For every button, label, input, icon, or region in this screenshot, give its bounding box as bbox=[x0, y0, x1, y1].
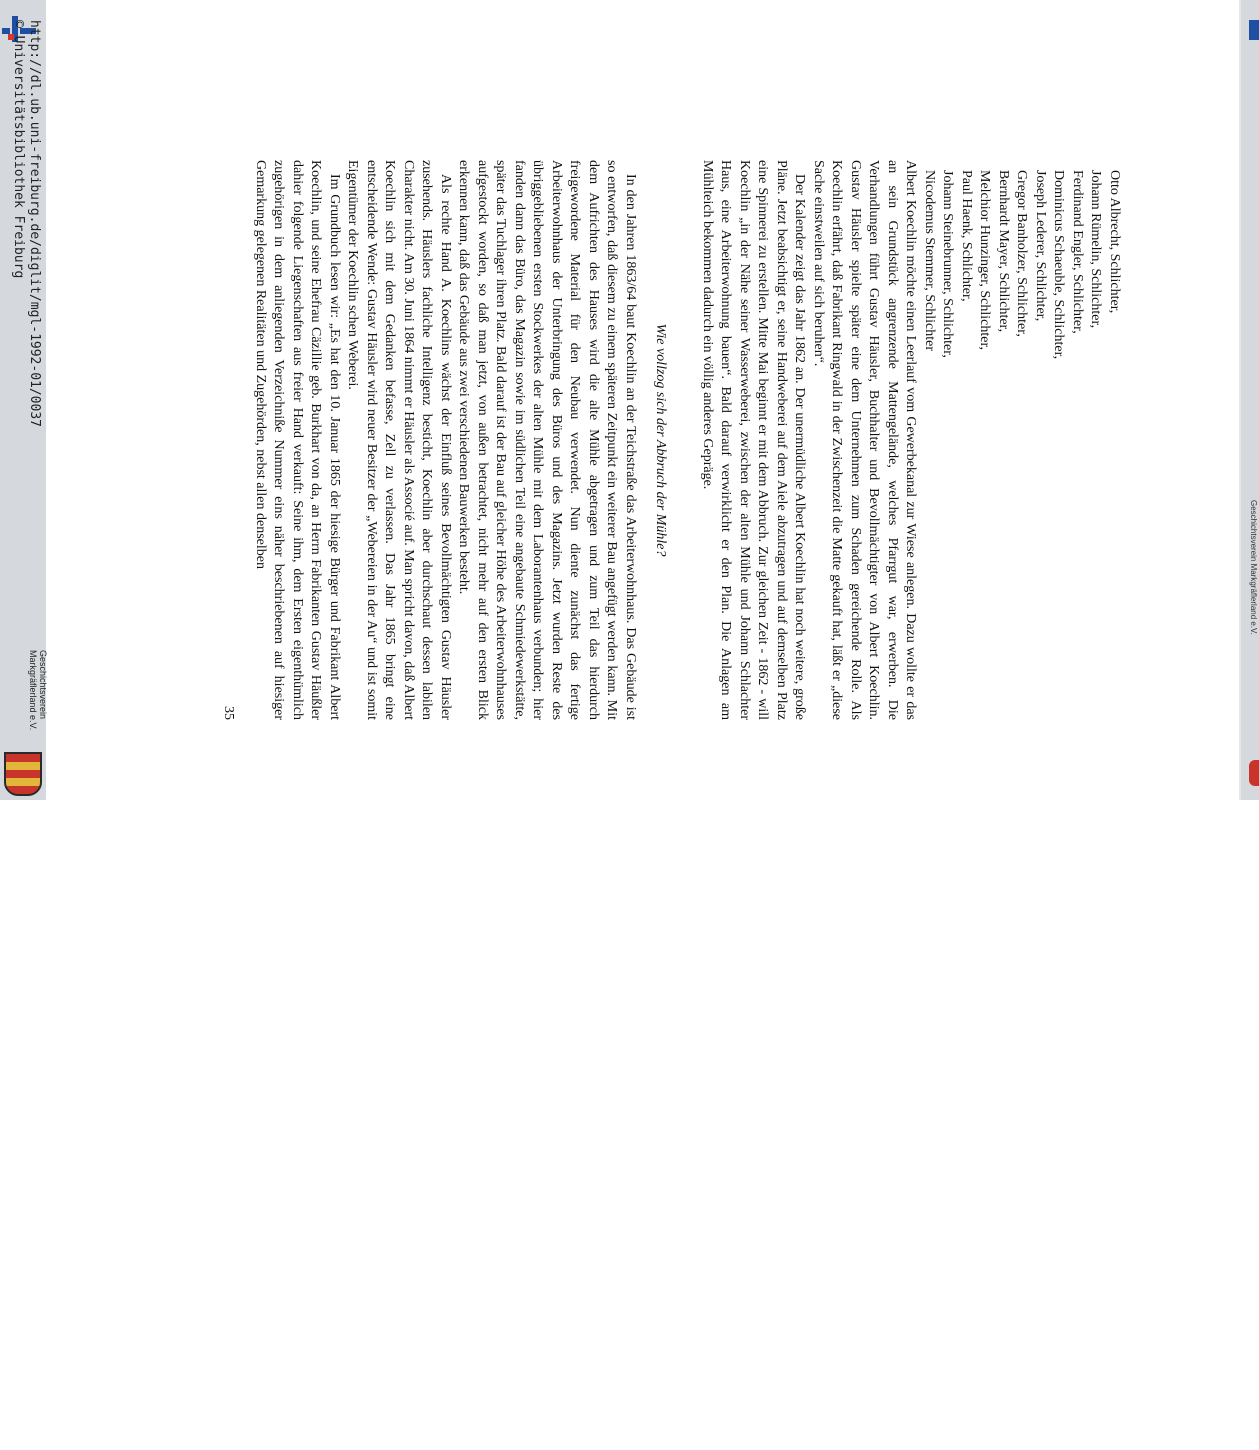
paragraph: Der Kalender zeigt das Jahr 1862 an. Der unermüdliche Albert Koechlin hat noch weitere, große Pläne. Jetzt beabsichtigt er, seine Handweberei auf dem Aiele abzutragen und auf demselben Platz eine Spinnerei zu erstellen. Mitte Mai beginnt er mit dem Abbruch. Zur gleichen Zeit - 1862 - will Koechlin „in der Nähe seiner Wasserweberei, zwischen der alten Mühle und Johann Schlachter Haus, eine Arbeiterwohnung bauen“. Bald darauf verwirklicht er den Plan. Die Anlagen am Mühlteich bekommen dadurch ein völlig anderes Gepräge. bbox=[700, 160, 808, 720]
list-item: Bernhardt Mayer, Schlichter, bbox=[996, 170, 1011, 333]
list-item: Ferdinand Engler, Schlichter, bbox=[1070, 170, 1085, 334]
list-item: Johann Rümelin, Schlichter, bbox=[1088, 170, 1104, 329]
list-item: Joseph Lederer, Schlichter, bbox=[1033, 170, 1048, 322]
publisher-line-1: Geschichtsverein bbox=[38, 650, 48, 720]
list-item: Otto Albrecht, Schlichter, bbox=[1107, 170, 1122, 314]
name-list bbox=[920, 0, 1124, 800]
list-item: Johann Steinebrunner, Schlichter, bbox=[940, 170, 956, 358]
section-heading: Wie vollzog sich der Abbruch der Mühle? bbox=[653, 323, 669, 557]
publisher-caption bbox=[28, 650, 48, 1450]
list-item: Nicodemus Stemmer, Schlichter bbox=[922, 170, 937, 352]
url-text[interactable]: http://dl.ub.uni-freiburg.de/diglit/mgl-1992-01/0037 bbox=[27, 20, 42, 427]
right-publisher-fragment: Geschichtsverein Markgräflerland e.V. bbox=[1249, 500, 1258, 635]
list-item: Melchior Hunzinger, Schlichter, bbox=[977, 170, 993, 351]
list-item: Dominicus Schaeuble, Schlichter, bbox=[1051, 170, 1067, 360]
list-item: Paul Haenk, Schlichter, bbox=[959, 170, 974, 302]
publisher-line-2: Markgräflerland e.V. bbox=[28, 650, 38, 731]
right-logo-icon bbox=[1249, 20, 1259, 40]
paragraph: Als rechte Hand A. Koechlins wächst der Einfluß seines Bevollmächtigten Gustav Häusler zusehends. Häuslers fachliche Intelligenz besticht, Koechlin aber durchschaut dessen labilen Charakter nicht. Am 30. Juni 1864 nimmt er Häusler als Associé auf. Man spricht davon, daß Albert Koechlin sich mit dem Gedanken befasse, Zell zu verlassen. Das Jahr 1865 bringt eine entscheidende Wende: Gustav Häusler wird neuer Besitzer der „Webereien in der Au“ und ist somit Eigentümer der Koechlin schen Weberei. bbox=[345, 160, 453, 720]
library-text: © Universitätsbibliothek Freiburg bbox=[11, 20, 26, 279]
page-number: 35 bbox=[221, 706, 237, 720]
list-item: Gregor Banholzer, Schlichter, bbox=[1014, 170, 1030, 337]
paragraph: In den Jahren 1863/64 baut Koechlin an der Teichstraße das Arbeiterwohnhaus. Das Gebäude ist so entworfen, daß diesem zu einem späteren Zeitpunkt ein weiterer Bau angefügt werden kann. Mit dem Aufrichten des Hauses wird die alte Mühle abgetragen und zum Teil das hierdurch freigewordene Material für den Neubau verwendet. Nun diente zunächst das fertige Arbeiterwohnhaus der Unterbringung des Büros und des Magazins. Jetzt wurden Reste des übriggebliebenen ersten Stockwerkes der alten Mühle mit dem Laborantenhaus verbunden; hier fanden dann das Büro, das Magazin sowie im südlichen Teil eine angebaute Schmiedewerkstätte, später das Tuchlager ihren Platz. Bald darauf ist der Bau auf gleicher Höhe des Arbeiterwohnhauses aufgestockt worden, so daß man jetzt, von außen betrachtet, nicht mehr auf den ersten Blick erkennen kann, daß das Gebäude aus zwei verschiedenen Bauwerken besteht. bbox=[456, 160, 638, 720]
paragraph: Albert Koechlin möchte einen Leerlauf vom Gewerbekanal zur Wiese anlegen. Dazu wollte er das an sein Grundstück angrenzende Mattengelände, welches Pfarrgut war, erwerben. Die Verhandlungen führt Gustav Häusler, Buchhalter und Bevollmächtigter von Albert Koechlin. Gustav Häusler spielte später eine dem Unternehmen zum Schaden gereichende Rolle. Als Koechlin erfährt, daß Fabrikant Ringwald in der Zwischenzeit die Matte gekauft hat, läßt er „diese Sache einstweilen auf sich beruhen“. bbox=[811, 160, 919, 720]
paragraph: Im Grundbuch lesen wir: „Es hat den 10. Januar 1865 der hiesige Bürger und Fabrikant Albert Koechlin, und seine Ehefrau Cäzillie geb. Burkhart von da, an Herrn Fabrikanten Gustav Häußler dahier folgende Liegenschaften aus freier Hand verkauft: Seine ihm, dem Ersten eigenthümlich zugehörigen in dem anliegenden Verzeichniße Nummer eins näher beschriebenen auf hiesiger Gemarkung gelegenen Realitäten und Zugehörden, nebst allen denselben bbox=[253, 160, 342, 720]
scanned-page bbox=[221, 0, 1244, 800]
